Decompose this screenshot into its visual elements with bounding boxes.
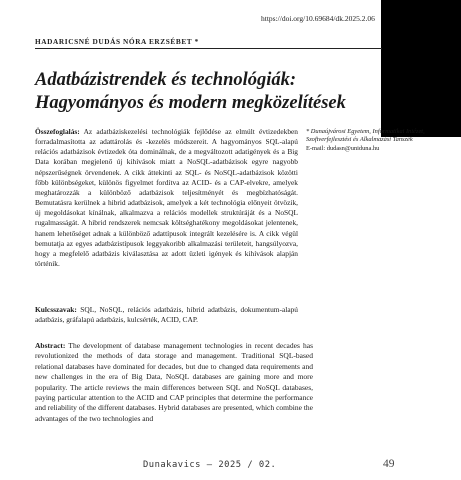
article-title-line-2: Hagyományos és modern megközelítések bbox=[35, 93, 346, 113]
author-name: HADARICSNÉ DUDÁS NÓRA ERZSÉBET * bbox=[35, 37, 199, 46]
corner-block bbox=[381, 0, 461, 137]
article-title bbox=[35, 69, 375, 115]
keywords-label: Kulcsszavak: bbox=[35, 305, 77, 314]
page-footer bbox=[35, 460, 435, 474]
summary-text: Az adatbáziskezelési technológiák fejlődése az elmúlt évtizedekben forradalmasította az adattárolás és -kezelés módszereit. A hagyományos SQL-alapú relációs adatbázisok évtizedek óta dominálnak, de a megváltozott adatigények és a Big Data korában megjelenő új kihívások miatt a NoSQL-adatbázisok egyre nagyobb népszerűségnek örvendenek. A cikk áttekinti az SQL- és NoSQL-adatbázisok közötti főbb különbségeket, különös figyelmet fordítva az ACID- és a CAP-elvekre, amelyek meghatározzák a különböző adatbázisok teljesítményét és megbízhatóságát. Bemutatásra kerülnek a hibrid adatbázisok, amelyek a két technológia előnyeit ötvözik, új megoldásokat kínálnak, alkalmazva a relációs modellek struktúráját és a NoSQL rugalmasságát. A hibrid rendszerek nemcsak költséghatékony megoldásokat jelentenek, hanem lehetőséget adnak a különböző adattípusok integrált kezelésére is. A cikk végül bemutatja az egyes adatbázistípusok leggyakoribb alkalmazási területeit, hangsúlyozva, hogy a megfelelő adatbázis kiválasztása az adott üzleti igények és kihívások alapján történik. bbox=[35, 127, 298, 269]
doi-link[interactable]: https://doi.org/10.69684/dk.2025.2.06 bbox=[261, 14, 375, 23]
affiliation-email: E-mail: dudasn@uniduna.hu bbox=[306, 144, 380, 152]
header-divider bbox=[35, 48, 382, 49]
page-number: 49 bbox=[383, 458, 395, 470]
hungarian-summary bbox=[35, 127, 298, 269]
author-affiliation bbox=[306, 128, 431, 153]
article-title-line-1: Adatbázistrendek és technológiák: bbox=[35, 70, 297, 90]
affiliation-text: * Dunaújvárosi Egyetem, Informatikai Intézet, Szoftverfejlesztési és Alkalmazási Tanszék bbox=[306, 128, 425, 144]
summary-label: Összefoglalás: bbox=[35, 127, 80, 136]
journal-name: Dunakavics – 2025 / 02. bbox=[143, 460, 277, 470]
keywords-text: SQL, NoSQL, relációs adatbázis, hibrid adatbázis, dokumentum-alapú adatbázis, gráfalapú adatbázis, kulcsérték, ACID, CAP. bbox=[35, 305, 298, 325]
keywords bbox=[35, 305, 298, 325]
english-abstract bbox=[35, 341, 313, 424]
abstract-text: The development of database management technologies in recent decades has revolutionized the methods of data storage and management. Traditional SQL-based relational databases have dominated for decades, but due to changed data requirements and new challenges in the era of Big Data, NoSQL databases are gaining more and more popularity. The article reviews the main differences between SQL and NoSQL databases, paying particular attention to the ACID and CAP principles that determine the performance and reliability of the different databases. Hybrid databases are presented, which combine the advantages of the two technologies and bbox=[35, 341, 313, 423]
abstract-label: Abstract: bbox=[35, 341, 66, 350]
